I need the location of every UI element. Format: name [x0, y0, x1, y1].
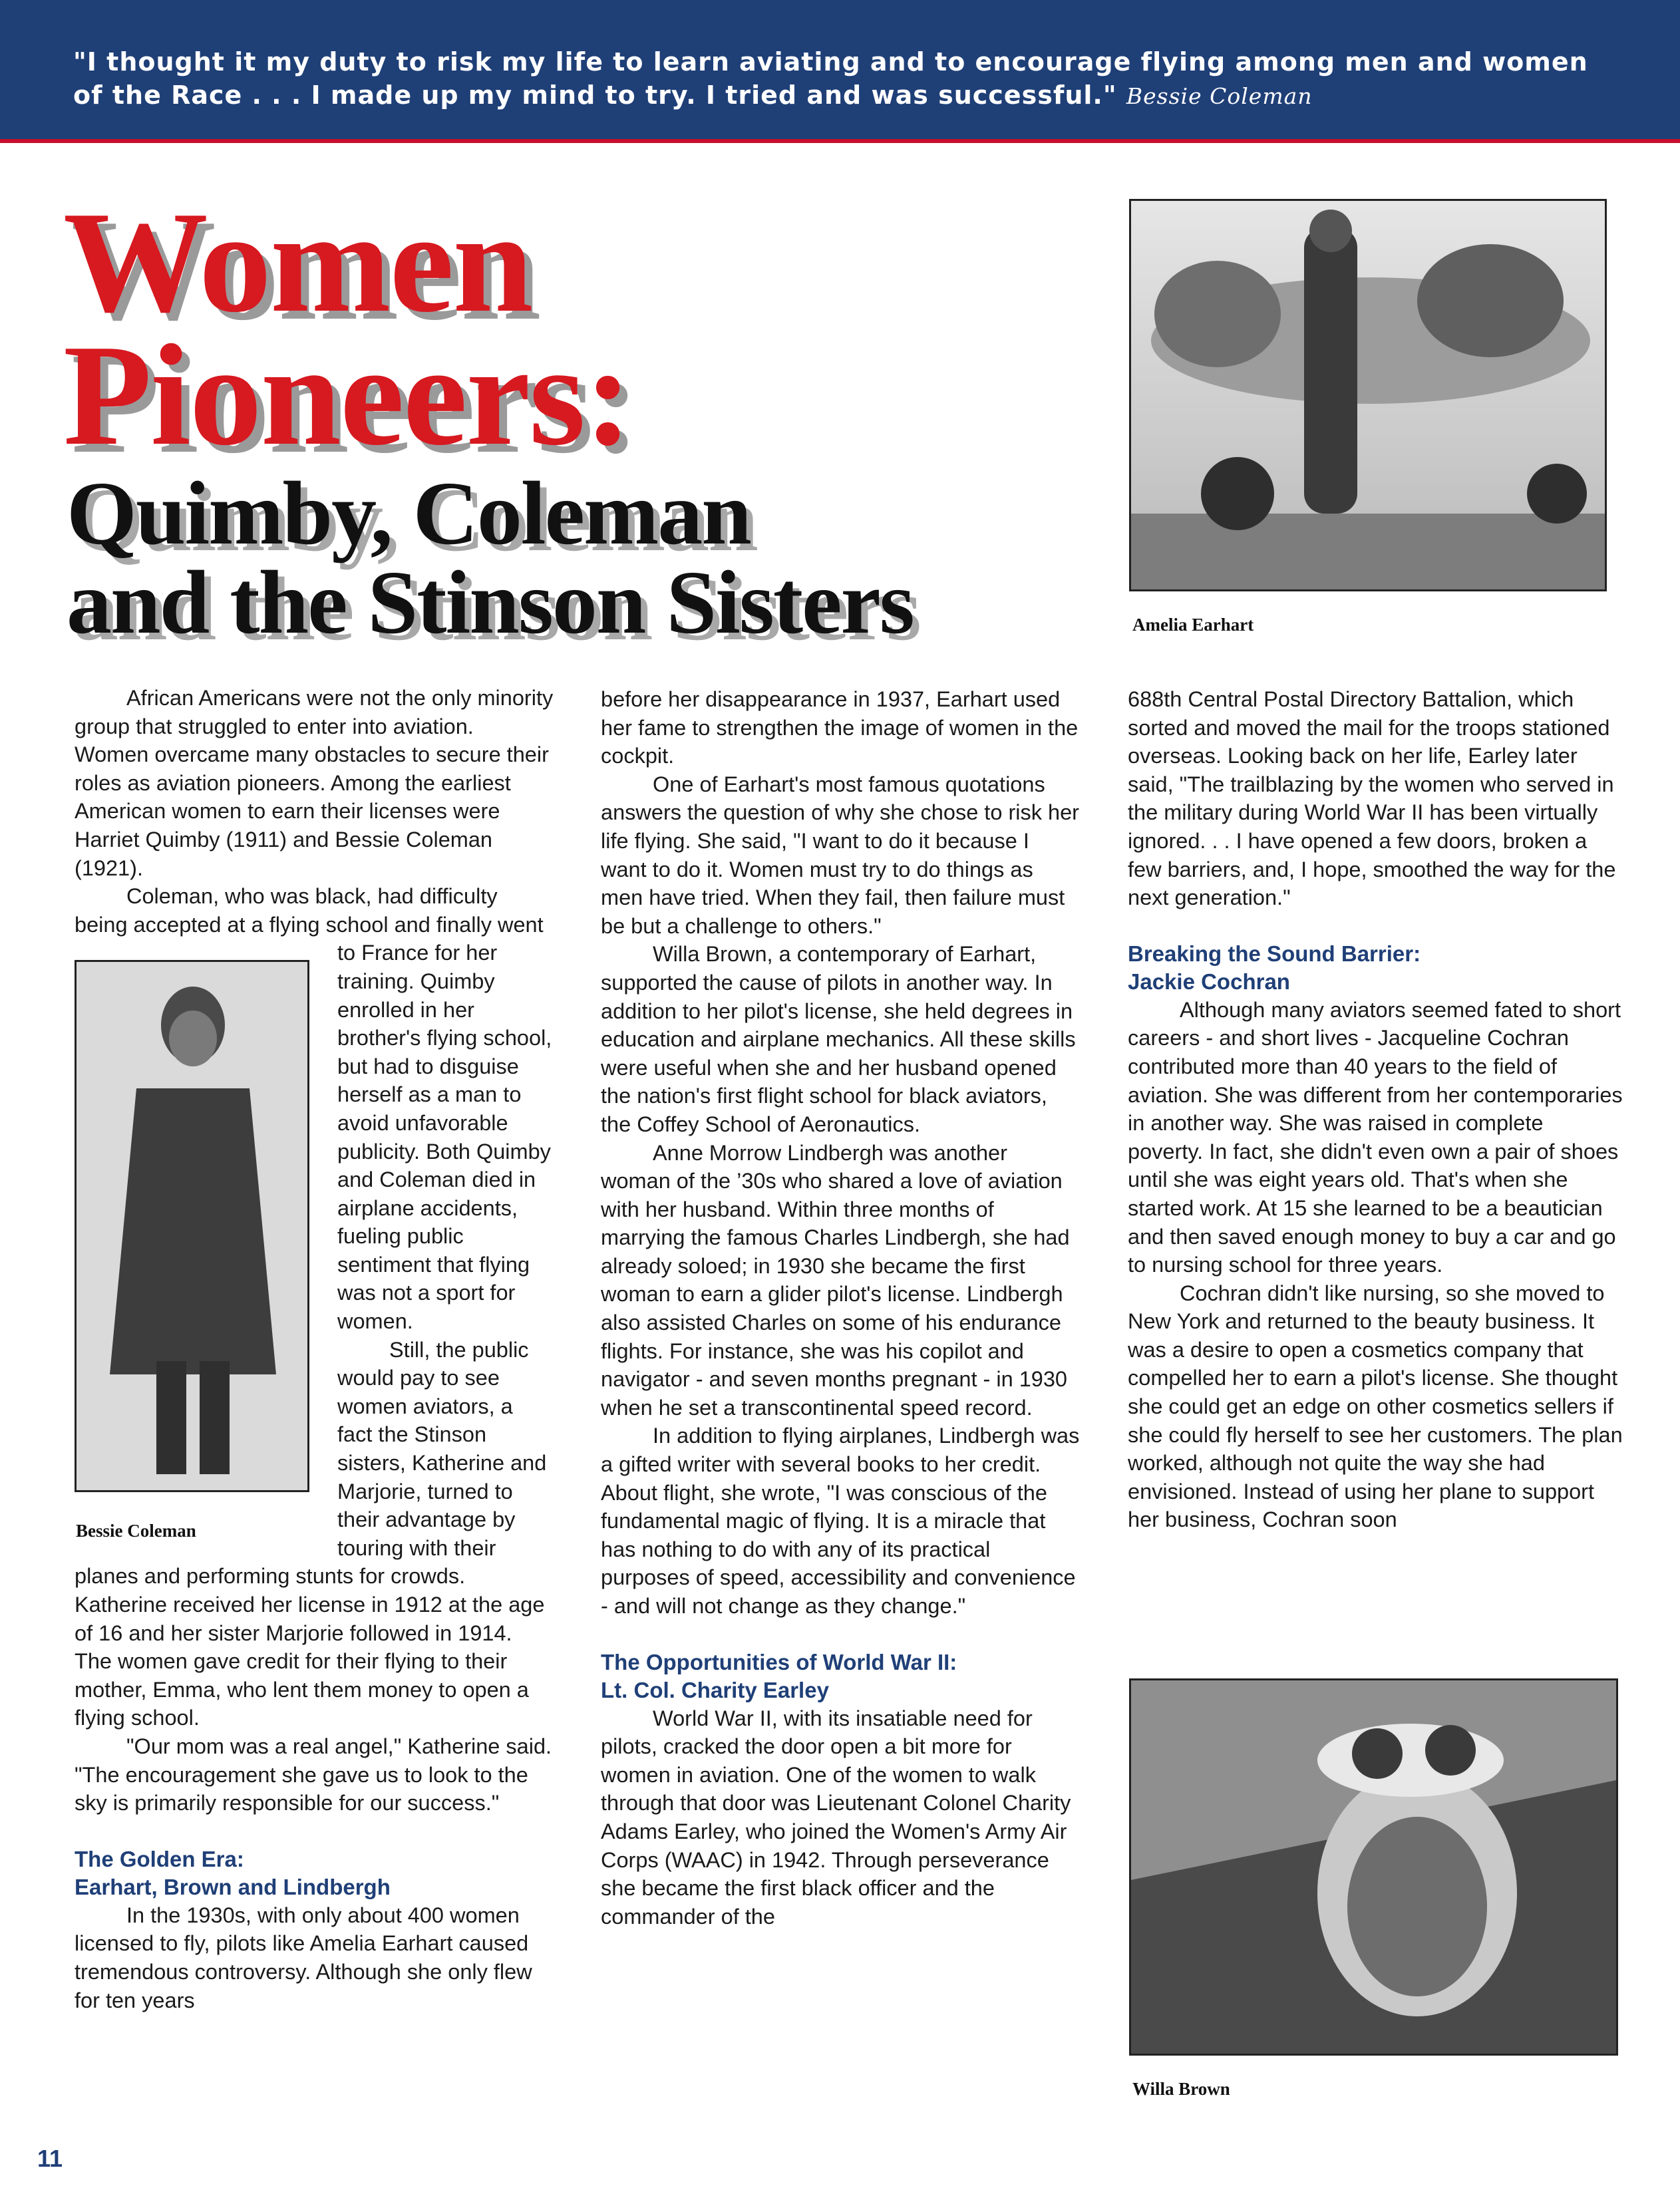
earhart-caption: Amelia Earhart — [1132, 615, 1254, 635]
section-heading-golden-era — [75, 1845, 554, 1901]
paragraph: One of Earhart's most famous quotations answers the question of why she chose to risk her life flying. She said, "I want to do it because I want to do it. Women must try to do things as men have tried. When they fail, then failure must be but a challenge to others." — [601, 772, 1079, 938]
paragraph: Cochran didn't like nursing, so she moved to New York and returned to the beauty business. It was a desire to open a cosmetics company that compelled her to earn a pilot's license. She thought she could get an edge on other cosmetics sellers if she could fly herself to see her customers. The plan worked, although not quite the way she had envisioned. Instead of using her plane to support her business, Cochran soon — [1128, 1281, 1623, 1532]
paragraph: Although many aviators seemed fated to short careers - and short lives - Jacqueline Cochran contributed more than 40 years to the field of aviation. She was different from her contemporaries in another way. She was raised in complete poverty. In fact, she didn't even own a pair of shoes until she was eight years old. That's when she started work. At 15 she learned to be a beautician and then saved enough money to buy a car and go to nursing school for three years. — [1128, 997, 1623, 1277]
portrait-illustration — [77, 962, 307, 1490]
paragraph: African Americans were not the only minority group that struggled to enter into aviation. Women overcame many obstacles to secure their roles as aviation pioneers. Among the earliest American women to earn their licenses were Harriet Quimby (1911) and Bessie Coleman (1921). — [75, 686, 554, 880]
heading-line: Earhart, Brown and Lindbergh — [75, 1874, 391, 1899]
article-column-2 — [601, 685, 1080, 1931]
airplane-photo-illustration — [1131, 201, 1605, 589]
paragraph: In the 1930s, with only about 400 women licensed to fly, pilots like Amelia Earhart caused tremendous controversy. Although she only flew for ten years — [75, 1903, 532, 2012]
title-line-2: Pioneers: — [63, 315, 631, 476]
willa-brown-photo — [1129, 1678, 1618, 2056]
section-heading-world-war-2 — [601, 1648, 1080, 1704]
paragraph: Anne Morrow Lindbergh was another woman of the ’30s who shared a love of aviation with her husband. Within three months of marrying the famous Charles Lindbergh, she had already soloed; in 1930 she became the first woman to earn a glider pilot's license. Lindbergh also assisted Charles on some of his endurance flights. For instance, she was his copilot and navigator - and seven months pregnant - in 1930 when he set a transcontinental speed record. — [601, 1140, 1070, 1420]
pilot-portrait-illustration — [1131, 1680, 1616, 2054]
heading-line: Lt. Col. Charity Earley — [601, 1677, 829, 1702]
paragraph: Still, the public would pay to see women aviators, a fact the Stinson sisters, Katherine and Marjorie, turned to their advantage by touring with their planes and performing stunts for crowds. Katherine received her license in 1912 at the age of 16 and her sister Marjorie followed in 1914. The women gave credit for their flying to their mother, Emma, who lent them money to open a flying school. — [75, 1337, 547, 1730]
bessie-coleman-photo — [75, 960, 309, 1492]
title-line-1: Women — [63, 182, 532, 343]
subtitle-line-1: Quimby, Coleman — [67, 464, 751, 563]
paragraph: 688th Central Postal Directory Battalion, which sorted and moved the mail for the troops stationed overseas. Looking back on her life, Earley later said, "The trailblazing by the women who served in the military during World War II has been virtually ignored. . . I have opened a few doors, broken a few barriers, and, I hope, smoothed the way for the next generation." — [1128, 687, 1616, 910]
page-title — [63, 182, 1101, 476]
paragraph: before her disappearance in 1937, Earhart used her fame to strengthen the image of women in the cockpit. — [601, 687, 1079, 768]
heading-line: Jackie Cochran — [1128, 969, 1290, 994]
banner-attribution: Bessie Coleman — [1126, 83, 1313, 109]
amelia-earhart-photo — [1129, 199, 1607, 591]
heading-line: The Opportunities of World War II: — [601, 1649, 957, 1674]
subtitle-line-2: and the Stinson Sisters — [67, 553, 914, 653]
page-number: 11 — [37, 2145, 63, 2172]
quote-banner — [0, 0, 1680, 143]
coleman-caption: Bessie Coleman — [76, 1521, 196, 1541]
paragraph: Willa Brown, a contemporary of Earhart, supported the cause of pilots in another way. In addition to her pilot's license, she held degrees in education and airplane mechanics. All these skills were useful when she and her husband opened the nation's first flight school for black aviators, the Coffey School of Aeronautics. — [601, 942, 1076, 1136]
brown-caption: Willa Brown — [1132, 2079, 1230, 2099]
paragraph: "Our mom was a real angel," Katherine said. "The encouragement she gave us to look to the sky is primarily responsible for our success." — [75, 1734, 552, 1815]
banner-quote-text: "I thought it my duty to risk my life to learn aviating and to encourage flying among men and women of the Race . . . I made up my mind to try. I tried and was successful." — [73, 47, 1588, 110]
banner-quote — [73, 45, 1627, 113]
page-subtitle — [67, 464, 1104, 653]
heading-line: The Golden Era: — [75, 1846, 244, 1871]
article-column-3 — [1128, 685, 1623, 1534]
paragraph: Coleman, who was black, had difficulty being accepted at a flying school and finally went to France for her training. Quimby enrolled in her brother's flying school, but had to disguise herself as a man to avoid unfavorable publicity. Both Quimby and Coleman died in airplane accidents, fueling public sentiment that flying was not a sport for women. — [75, 884, 552, 1334]
heading-line: Breaking the Sound Barrier: — [1128, 941, 1421, 966]
paragraph: World War II, with its insatiable need for pilots, cracked the door open a bit more for women in aviation. One of the women to walk through that door was Lieutenant Colonel Charity Adams Earley, who joined the Women's Army Air Corps (WAAC) in 1942. Through perseverance she became the first black officer and the commander of the — [601, 1706, 1071, 1929]
section-heading-sound-barrier — [1128, 940, 1623, 996]
paragraph: In addition to flying airplanes, Lindbergh was a gifted writer with several books to her credit. About flight, she wrote, "I was conscious of the fundamental magic of flying. It is a miracle that has nothing to do with any of its practical purposes of speed, accessibility and convenience - and will not change as they change." — [601, 1424, 1080, 1618]
